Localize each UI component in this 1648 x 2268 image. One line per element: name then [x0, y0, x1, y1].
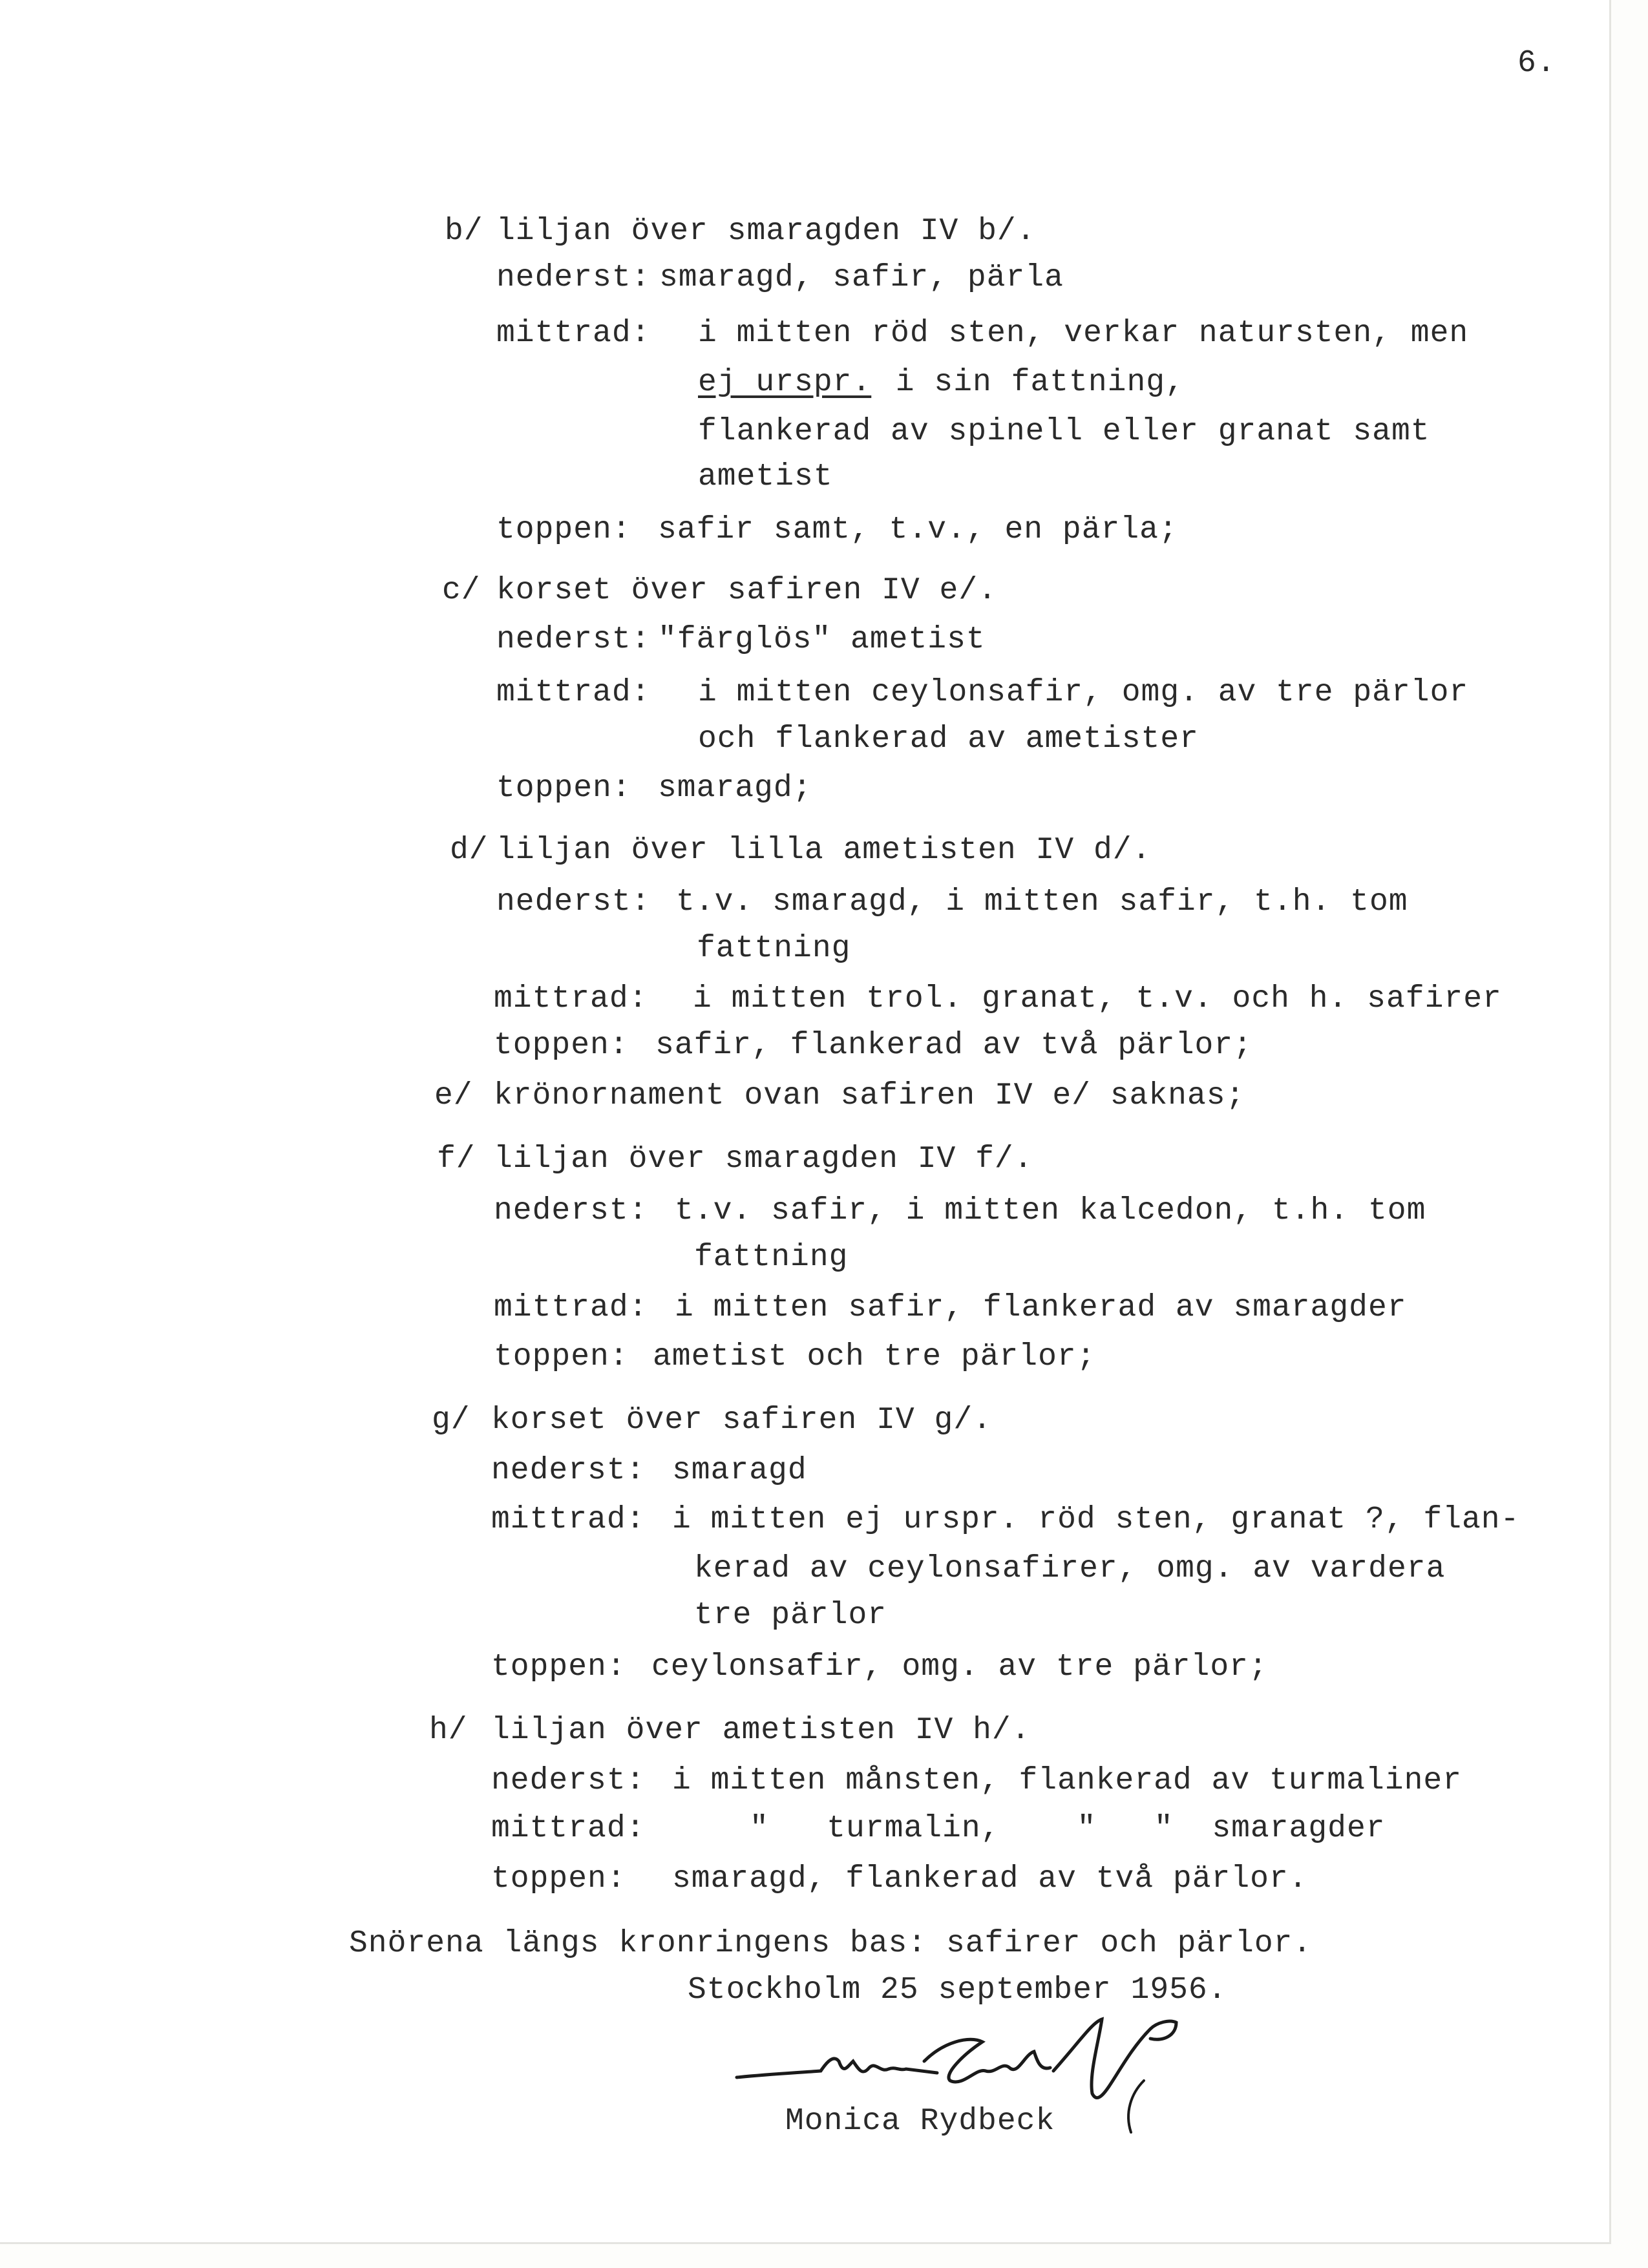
line-text: i mitten röd sten, verkar natursten, men — [698, 316, 1469, 351]
entry-title: korset över safiren IV e/. — [496, 573, 997, 608]
line-text: i mitten månsten, flankerad av turmaliner — [672, 1763, 1462, 1798]
closing-line: Snörena längs kronringens bas: safirer och pärlor. — [349, 1926, 1313, 1961]
line-text: flankerad av spinell eller granat samt — [698, 414, 1430, 449]
entry-label: f/ — [437, 1142, 476, 1177]
line-text: "färglös" ametist — [658, 622, 986, 657]
line-text: ceylonsafir, omg. av tre pärlor; — [651, 1650, 1268, 1685]
line-key: mittrad: — [496, 316, 651, 351]
entry-label: h/ — [429, 1713, 468, 1748]
line-text: smaragd; — [658, 771, 812, 806]
line-text: tre pärlor — [694, 1598, 887, 1633]
entry-title: liljan över ametisten IV h/. — [491, 1713, 1031, 1748]
entry-label: c/ — [442, 573, 481, 608]
signatory-name: Monica Rydbeck — [785, 2104, 1055, 2139]
line-key: nederst: — [494, 1193, 648, 1228]
line-text: i mitten ceylonsafir, omg. av tre pärlor — [698, 675, 1469, 710]
line-text: i mitten ej urspr. röd sten, granat ?, flan- — [672, 1502, 1520, 1537]
line-text: smaragd, flankerad av två pärlor. — [672, 1862, 1308, 1896]
entry-label: e/ — [434, 1078, 473, 1113]
line-key: toppen: — [494, 1028, 629, 1063]
entry-title: korset över safiren IV g/. — [491, 1403, 992, 1438]
line-text: ametist och tre pärlor; — [653, 1339, 1096, 1374]
line-key: nederst: — [491, 1453, 646, 1488]
line-text: i mitten safir, flankerad av smaragder — [675, 1290, 1407, 1325]
line-key: mittrad: — [491, 1502, 646, 1537]
line-key: nederst: — [496, 885, 651, 919]
line-text: smaragd, safir, pärla — [659, 260, 1064, 295]
entry-label: g/ — [432, 1403, 470, 1438]
line-text: t.v. smaragd, i mitten safir, t.h. tom — [676, 885, 1408, 919]
entry-title: liljan över smaragden IV f/. — [494, 1142, 1033, 1177]
line-text: t.v. safir, i mitten kalcedon, t.h. tom — [675, 1193, 1426, 1228]
line-text: safir, flankerad av två pärlor; — [655, 1028, 1252, 1063]
line-key: toppen: — [494, 1339, 629, 1374]
line-key: toppen: — [491, 1862, 626, 1896]
entry-title: krönornament ovan safiren IV e/ saknas; — [494, 1078, 1245, 1113]
line-text: och flankerad av ametister — [698, 722, 1199, 757]
line-key: mittrad: — [494, 982, 648, 1016]
line-key: mittrad: — [494, 1290, 648, 1325]
underlined-text: ej urspr. — [698, 365, 872, 400]
line-key: toppen: — [496, 512, 631, 547]
entry-title: liljan över lilla ametisten IV d/. — [496, 833, 1152, 868]
line-text: fattning — [697, 931, 851, 966]
line-text: i sin fattning, — [876, 365, 1185, 400]
entry-title: liljan över smaragden IV b/. — [496, 214, 1036, 249]
line-key: toppen: — [496, 771, 631, 806]
entry-label: d/ — [450, 833, 489, 868]
line-text: safir samt, t.v., en pärla; — [658, 512, 1178, 547]
entry-label: b/ — [445, 214, 483, 249]
line-key: nederst: — [496, 622, 651, 657]
page-number: 6. — [1517, 46, 1556, 81]
line-text: fattning — [694, 1240, 849, 1275]
line-text: kerad av ceylonsafirer, omg. av vardera — [694, 1551, 1446, 1586]
line-key: mittrad: — [491, 1811, 646, 1846]
line-key: toppen: — [491, 1650, 626, 1685]
line-text: i mitten trol. granat, t.v. och h. safirer — [693, 982, 1502, 1016]
line-text: ametist — [698, 459, 833, 494]
line-text: smaragd — [672, 1453, 807, 1488]
line-key: nederst: — [491, 1763, 646, 1798]
line-key: mittrad: — [496, 675, 651, 710]
line-key: nederst: — [496, 260, 651, 295]
place-date: Stockholm 25 september 1956. — [688, 1973, 1227, 2008]
line-text: " turmalin, " " smaragder — [750, 1811, 1386, 1846]
